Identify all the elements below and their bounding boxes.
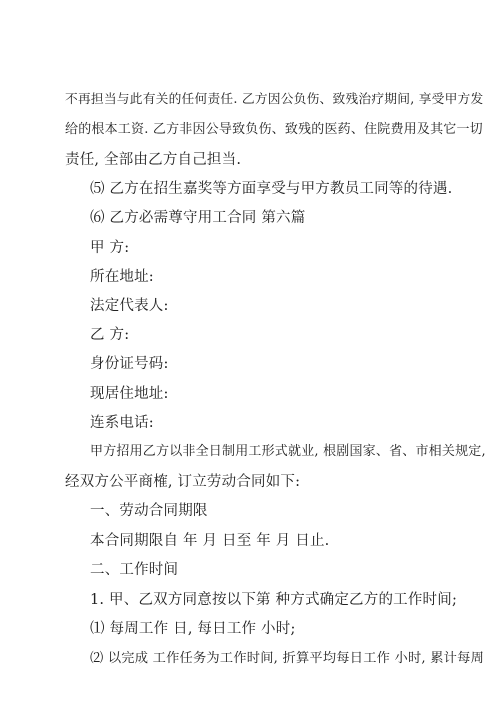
id-number-field: 身份证号码:: [90, 356, 169, 372]
phone-field: 连系电话:: [90, 415, 154, 431]
clause-line: ⑸ 乙方在招生嘉奖等方面享受与甲方教员工同等的待遇.: [90, 181, 453, 197]
party-b-field: 乙 方:: [90, 327, 130, 343]
paragraph-line: 经双方公平商榷, 订立劳动合同如下:: [65, 474, 301, 490]
clause-line: 1. 甲、乙双方同意按以下第 种方式确定乙方的工作时间;: [90, 592, 458, 608]
paragraph-line: 责任, 全部由乙方自己担当.: [65, 152, 242, 168]
paragraph-line: 甲方招用乙方以非全日制用工形式就业, 根剧国家、省、市相关规定,: [90, 444, 486, 459]
paragraph-line: 不再担当与此有关的任何责任. 乙方因公负伤、致残治疗期间, 享受甲方发: [65, 92, 484, 107]
legal-representative-field: 法定代表人:: [90, 298, 169, 314]
clause-line: ⑴ 每周工作 日, 每日工作 小时;: [90, 621, 296, 637]
paragraph-line: 给的根本工资. 乙方非因公导致负伤、致残的医药、住院费用及其它一切: [65, 122, 483, 137]
address-field: 所在地址:: [90, 269, 154, 285]
section-heading: 一、劳动合同期限: [90, 503, 208, 519]
clause-line: ⑹ 乙方必需尊守用工合同 第六篇: [90, 210, 306, 226]
current-address-field: 现居住地址:: [90, 386, 169, 402]
section-heading: 二、工作时间: [90, 562, 179, 578]
clause-line: ⑵ 以完成 工作任务为工作时间, 折算平均每日工作 小时, 累计每周: [90, 651, 485, 666]
party-a-field: 甲 方:: [90, 240, 130, 256]
paragraph-line: 本合同期限自 年 月 日至 年 月 日止.: [90, 533, 330, 549]
